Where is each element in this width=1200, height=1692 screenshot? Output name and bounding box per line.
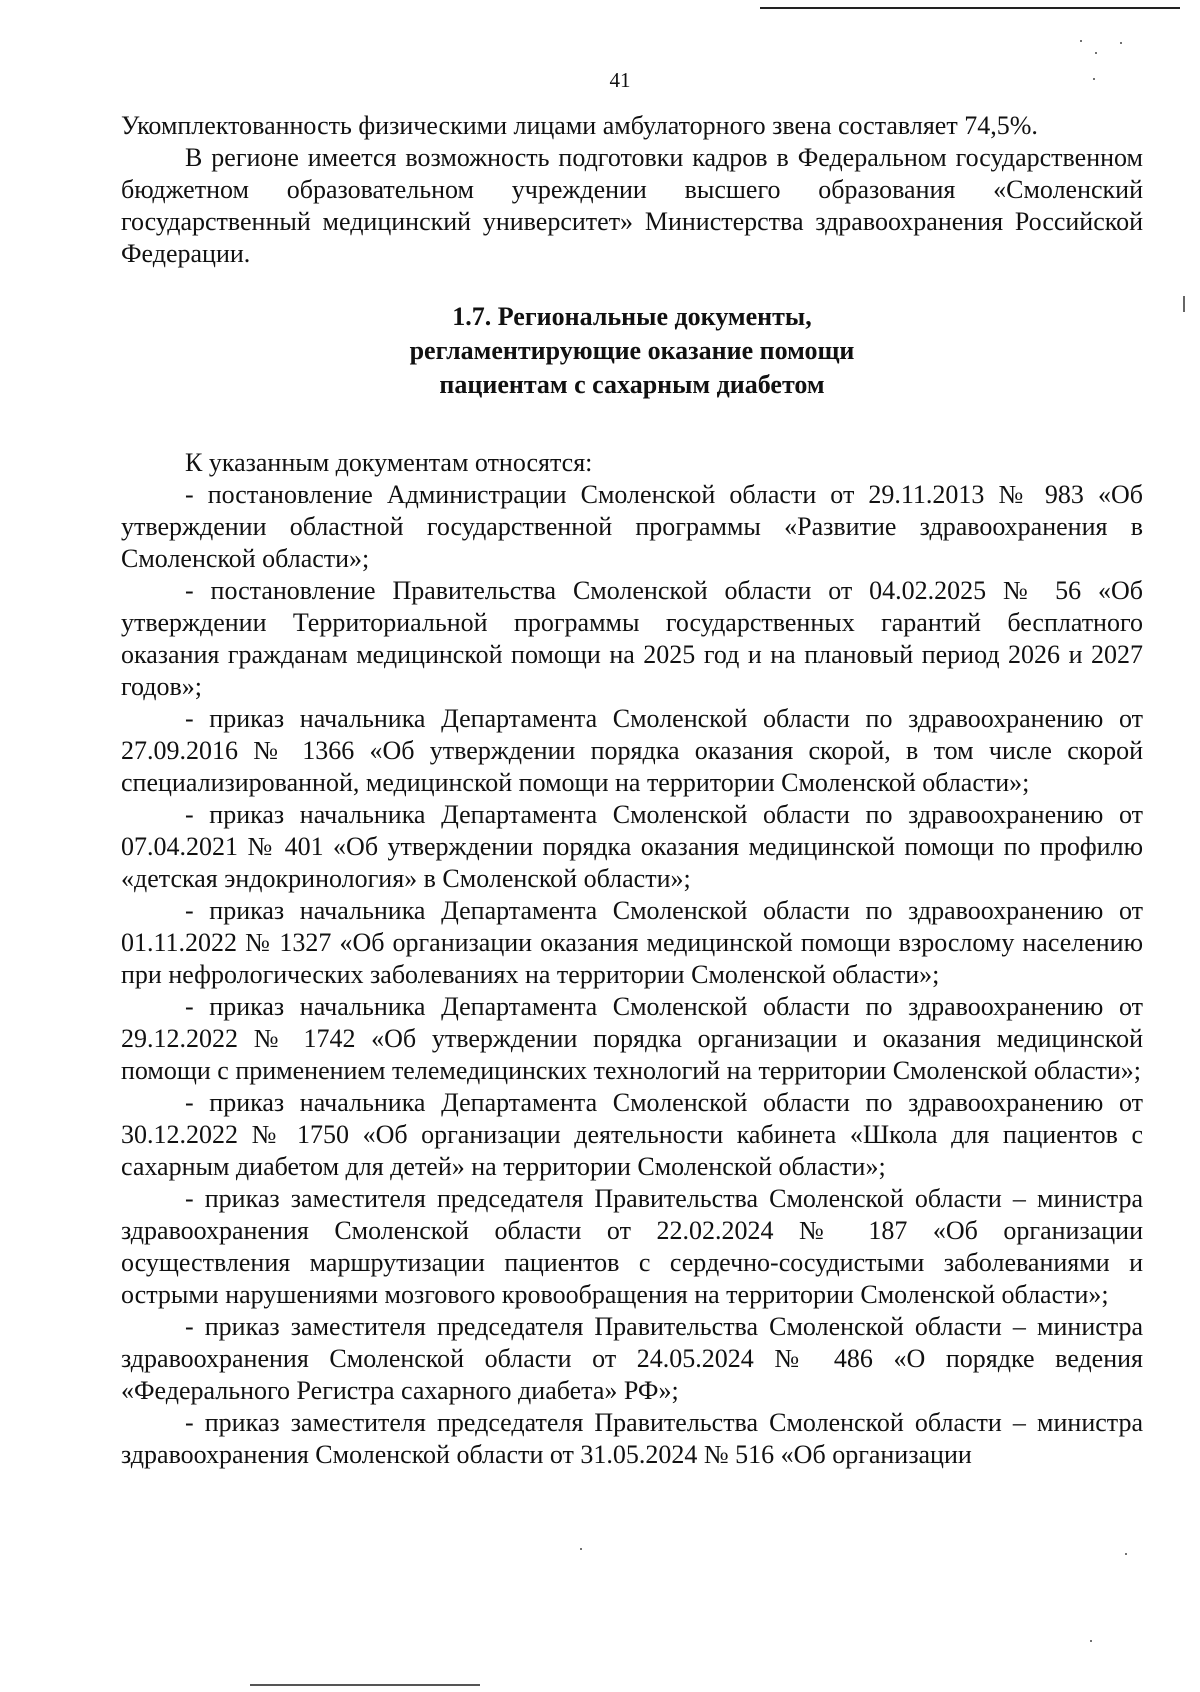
document-item: - постановление Правительства Смоленской области от 04.02.2025 № 56 «Об утверждении Территориальной программы государственных гарантий бесплатного оказания гражданам медицинской помощи на 2025 год и на плановый период 2026 и 2027 годов»; [121,576,1143,701]
training-paragraph: В регионе имеется возможность подготовки кадров в Федеральном государственном бюджетном образовательном учреждении высшего образования «Смоленский государственный медицинский университет» Министерства здравоохранения Российской Федерации. [121,143,1143,268]
section-heading-line: регламентирующие оказание помощи [409,336,855,365]
scan-speck [1090,1640,1092,1642]
document-item: - приказ начальника Департамента Смоленской области по здравоохранению от 27.09.2016 № 1366 «Об утверждении порядка оказания скорой, в том числе скорой специализированной, медицинской помощи на территории Смоленской области»; [121,704,1143,797]
document-item: - приказ начальника Департамента Смоленской области по здравоохранению от 30.12.2022 № 1750 «Об организации деятельности кабинета «Школа для пациентов с сахарным диабетом для детей» на территории Смоленской области»; [121,1088,1143,1181]
scan-speck [580,1548,582,1550]
scan-speck [1125,1553,1127,1555]
document-item: - постановление Администрации Смоленской области от 29.11.2013 № 983 «Об утверждении областной государственной программы «Развитие здравоохранения в Смоленской области»; [121,480,1143,573]
document-item: - приказ заместителя председателя Правительства Смоленской области – министра здравоохранения Смоленской области от 24.05.2024 № 486 «О порядке ведения «Федерального Регистра сахарного диабета» РФ»; [121,1312,1143,1405]
document-body [121,110,1143,1471]
document-item: - приказ заместителя председателя Правительства Смоленской области – министра здравоохранения Смоленской области от 31.05.2024 № 516 «Об организации [121,1408,1143,1469]
section-heading-line: пациентам с сахарным диабетом [439,370,825,399]
document-item: - приказ заместителя председателя Правительства Смоленской области – министра здравоохранения Смоленской области от 22.02.2024 № 187 «Об организации осуществления маршрутизации пациентов с сердечно-сосудистыми заболеваниями и острыми нарушениями мозгового кровообращения на территории Смоленской области»; [121,1184,1143,1309]
scan-speck [1080,40,1082,42]
scan-edge-top [760,7,1180,9]
section-heading [121,300,1143,402]
scan-edge-bottom [250,1684,480,1686]
scan-speck [1120,42,1122,44]
documents-list [121,479,1143,1471]
staffing-paragraph: Укомплектованность физическими лицами амбулаторного звена составляет 74,5%. [121,111,1038,140]
scan-speck [1095,52,1097,54]
document-item: - приказ начальника Департамента Смоленской области по здравоохранению от 07.04.2021 № 401 «Об утверждении порядка оказания медицинской помощи по профилю «детская эндокринология» в Смоленской области»; [121,800,1143,893]
section-heading-line: 1.7. Региональные документы, [452,302,812,331]
scan-mark-right [1183,296,1185,312]
documents-intro: К указанным документам относятся: [185,448,593,477]
page-number: 41 [609,68,631,92]
document-item: - приказ начальника Департамента Смоленской области по здравоохранению от 01.11.2022 № 1327 «Об организации оказания медицинской помощи взрослому населению при нефрологических заболеваниях на территории Смоленской области»; [121,896,1143,989]
document-item: - приказ начальника Департамента Смоленской области по здравоохранению от 29.12.2022 № 1742 «Об утверждении порядка организации и оказания медицинской помощи с применением телемедицинских технологий на территории Смоленской области»; [121,992,1143,1085]
